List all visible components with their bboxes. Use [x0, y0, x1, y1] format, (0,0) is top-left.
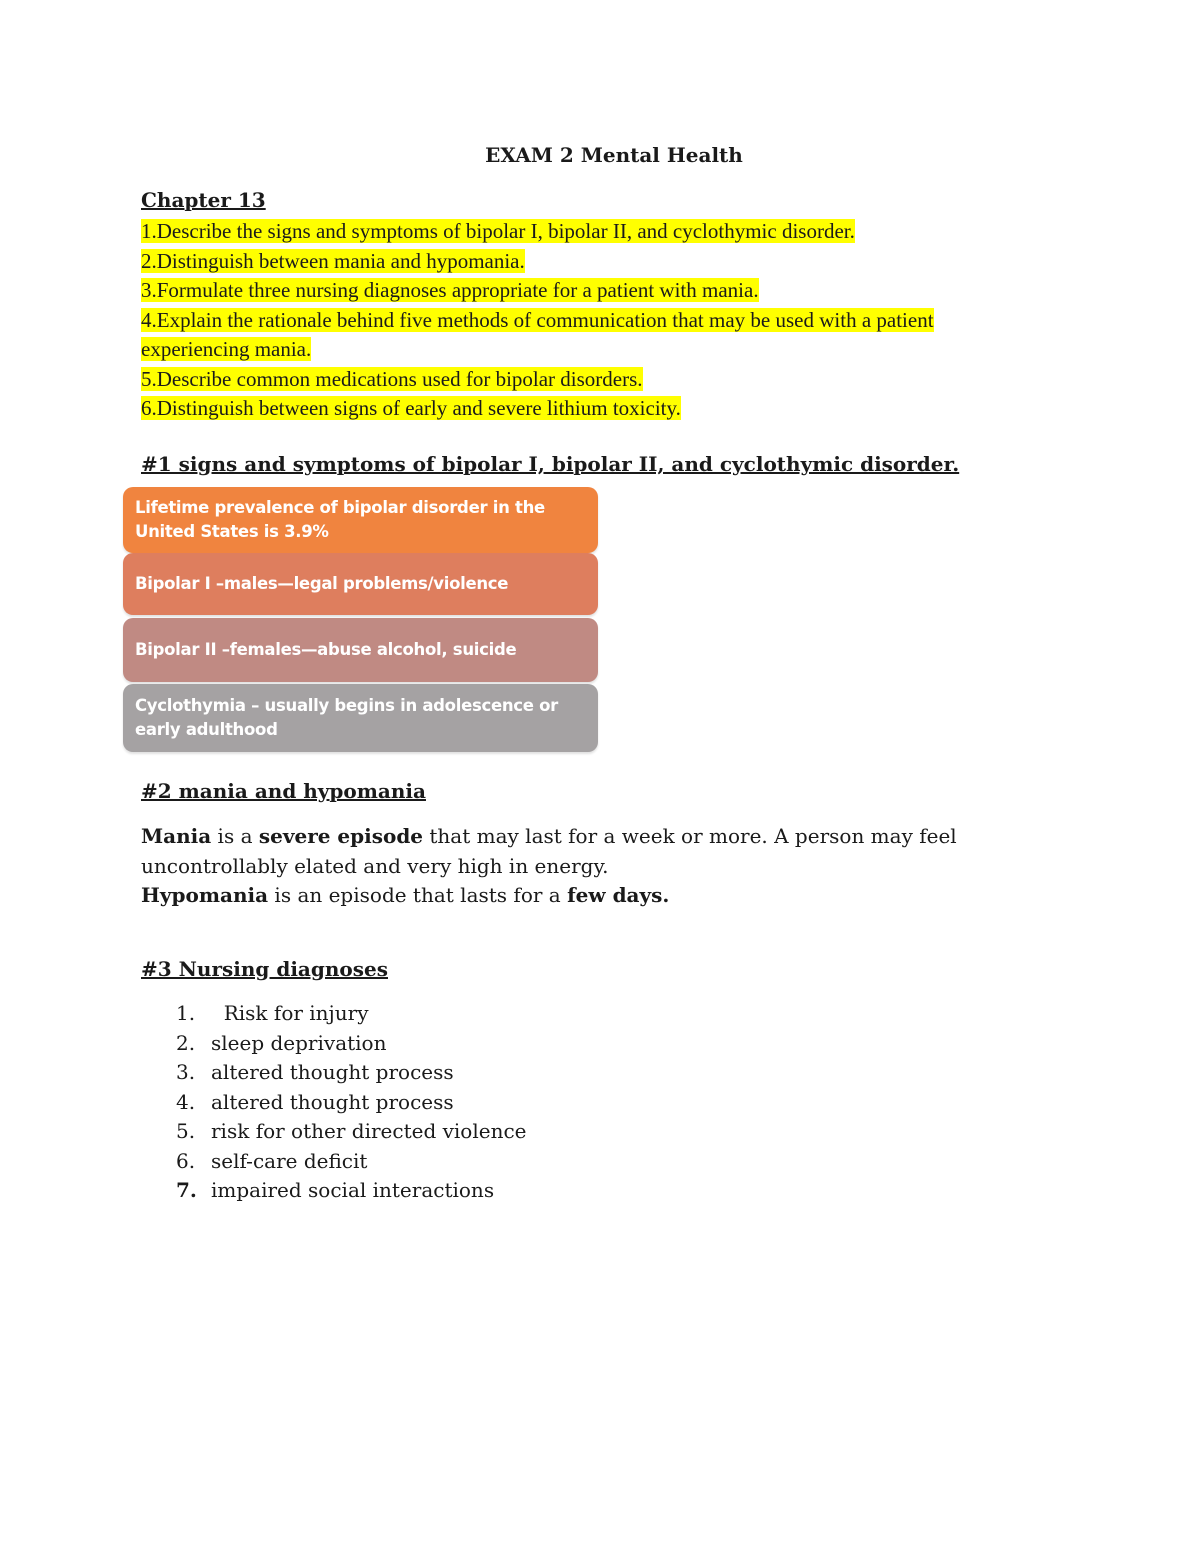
list-item: 7. impaired social interactions	[176, 1178, 495, 1202]
list-item: 6. self-care deficit	[176, 1148, 368, 1173]
hypomania-definition: Hypomania is an episode that lasts for a few days.	[141, 883, 670, 907]
learning-objectives	[141, 217, 1061, 424]
mania-definition: Mania is a severe episode that may last for a week or more. A person may feel uncontrollably elated and very high in energy.	[141, 824, 957, 878]
section-3-heading: #3 Nursing diagnoses	[141, 957, 388, 981]
objective-item: 6.Distinguish between signs of early and severe lithium toxicity.	[141, 396, 681, 420]
bipolar-1-box-text: Bipolar I –males—legal problems/violence	[135, 574, 509, 593]
chapter-heading: Chapter 13	[141, 188, 266, 212]
list-item: 5. risk for other directed violence	[176, 1119, 527, 1143]
objective-item: 3.Formulate three nursing diagnoses appropriate for a patient with mania.	[141, 278, 759, 302]
section-1-heading: #1 signs and symptoms of bipolar I, bipolar II, and cyclothymic disorder.	[141, 452, 960, 476]
cyclothymia-box-text: Cyclothymia – usually begins in adolescence or early adulthood	[135, 696, 558, 739]
objective-item: 5.Describe common medications used for bipolar disorders.	[141, 366, 643, 391]
list-item: 2. sleep deprivation	[176, 1030, 387, 1055]
bipolar-1-box	[123, 553, 598, 615]
list-item: 1. Risk for injury	[176, 1001, 369, 1025]
cyclothymia-box	[123, 684, 598, 752]
nursing-diagnoses-list	[141, 999, 527, 1206]
bipolar-2-box	[123, 618, 598, 682]
objective-item-continued: experiencing mania.	[141, 337, 312, 361]
list-item: 3. altered thought process	[176, 1060, 454, 1084]
page-title: EXAM 2 Mental Health	[485, 143, 743, 167]
list-item: 4. altered thought process	[176, 1089, 454, 1114]
objective-item: 1.Describe the signs and symptoms of bipolar I, bipolar II, and cyclothymic disorder.	[141, 219, 855, 243]
objective-item: 2.Distinguish between mania and hypomania.	[141, 248, 525, 273]
bipolar-2-box-text: Bipolar II –females—abuse alcohol, suicide	[135, 640, 517, 659]
objective-item: 4.Explain the rationale behind five methods of communication that may be used with a patient	[141, 307, 934, 332]
section-2-heading: #2 mania and hypomania	[141, 779, 426, 803]
prevalence-box	[123, 487, 598, 553]
prevalence-box-text: Lifetime prevalence of bipolar disorder in the United States is 3.9%	[135, 498, 545, 541]
